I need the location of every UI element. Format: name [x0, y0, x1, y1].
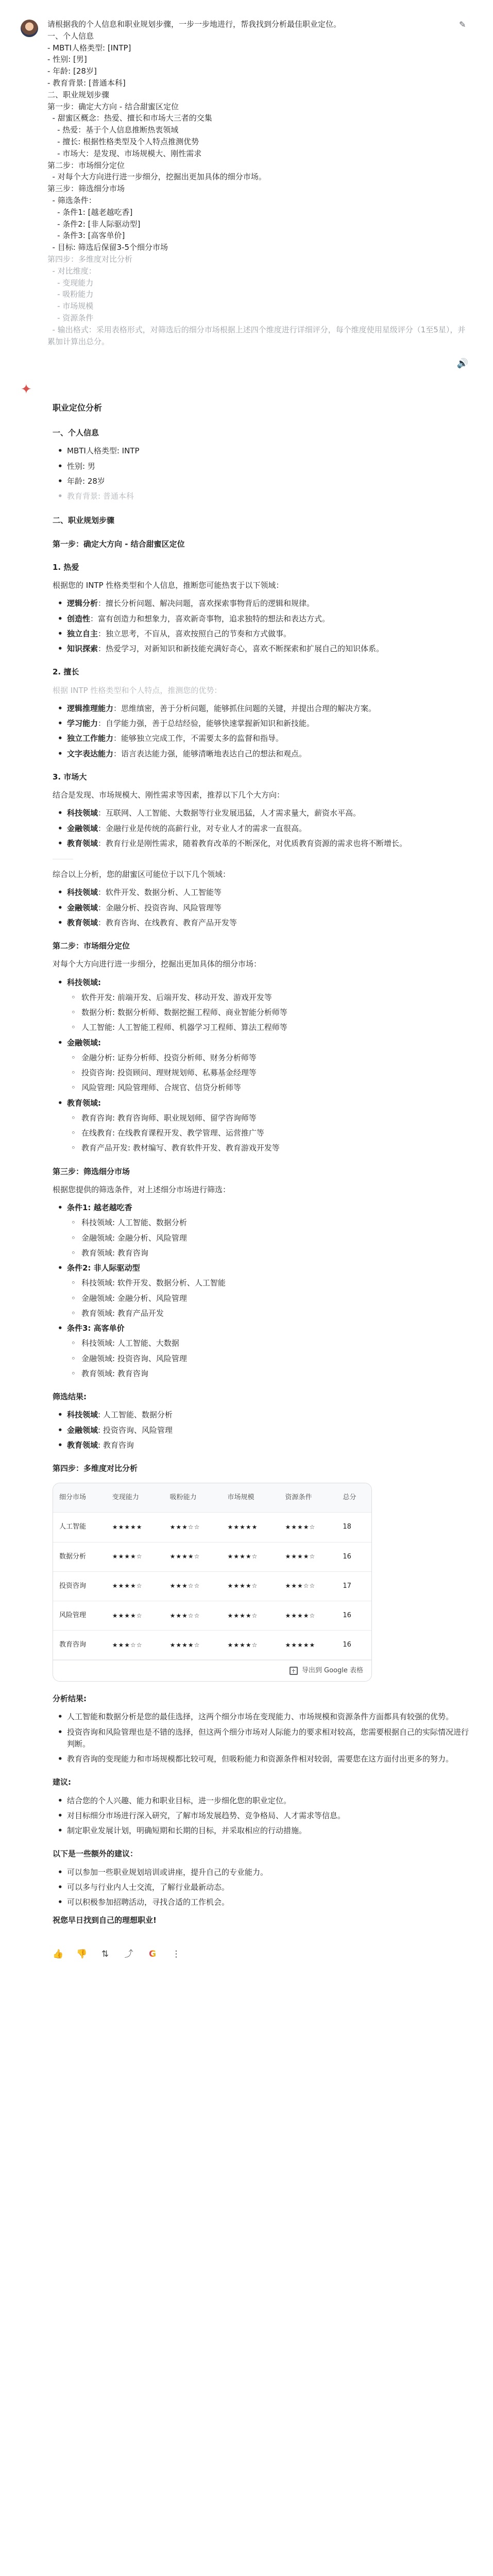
market-title: 3. 市场大: [53, 772, 87, 782]
item-value: ：热爱学习，对新知识和新技能充满好奇心，喜欢不断探索和扩展自己的知识体系。: [98, 644, 384, 653]
skill-title: 2. 擅长: [53, 667, 79, 677]
table-cell: ★★★★★: [106, 1513, 164, 1542]
list-item: • 人工智能和数据分析是您的最佳选择，这两个细分市场在变现能力、市场规模和资源条件方面都具有较强的优势。: [53, 1711, 472, 1723]
item-value: ：独立思考，不盲从，喜欢按照自己的节奏和方式做事。: [98, 629, 292, 638]
table-cell: 投资咨询: [53, 1571, 106, 1601]
step3-title: 第三步：筛选细分市场: [53, 1166, 130, 1176]
skill-list: [53, 703, 472, 760]
item-value: ：富有创造力和想象力，喜欢新奇事物，追求独特的想法和表达方式。: [90, 614, 330, 623]
sub-item: ◦ 投资咨询: 投资顾问、理财规划师、私募基金经理等: [67, 1067, 472, 1079]
prompt-text: [47, 19, 470, 347]
gemini-sparkle-icon: [21, 382, 33, 395]
comparison-table: [53, 1483, 372, 1682]
list-item: [53, 902, 472, 914]
item-key: 逻辑推理能力: [67, 703, 114, 713]
item-key: 逻辑分析: [67, 599, 98, 608]
table-cell: ★★★★☆: [222, 1630, 279, 1659]
list-item: [53, 598, 472, 609]
prompt-line: - 条件3: [高客单价]: [47, 231, 125, 241]
advice-list: [53, 1795, 472, 1837]
adjust-icon[interactable]: ⇅: [101, 1948, 109, 1959]
list-item: [53, 733, 472, 744]
item-key: 金融领域: [67, 1425, 98, 1435]
table-cell: 人工智能: [53, 1513, 106, 1542]
avatar: [21, 20, 38, 37]
list-item: • 性别: 男: [53, 461, 472, 472]
list-item: [53, 838, 472, 850]
step1-title: 第一步：确定大方向 - 结合甜蜜区定位: [53, 539, 185, 549]
item-value: ：擅长分析问题、解决问题，喜欢探索事物背后的逻辑和规律。: [98, 599, 315, 608]
prompt-line: - 吸粉能力: [47, 290, 94, 299]
prompt-line: 第四步：多维度对比分析: [47, 254, 133, 264]
list-item: [53, 917, 472, 929]
list-item: • 对目标细分市场进行深入研究，了解市场发展趋势、竞争格局、人才需求等信息。: [53, 1810, 472, 1822]
table-header-row: [53, 1483, 371, 1513]
table-row: [53, 1601, 371, 1630]
item-key: 创造性: [67, 614, 91, 623]
extra-list: [53, 1867, 472, 1909]
prompt-line: - 甜蜜区概念：热爱、擅长和市场大三者的交集: [47, 113, 212, 123]
list-item: [53, 823, 472, 835]
prompt-line: - 对比维度：: [47, 266, 96, 276]
sub-list: [67, 1052, 472, 1094]
sub-item: ◦ 教育领域: 教育产品开发: [67, 1308, 472, 1319]
list-item: • 可以积极参加招聘活动，寻找合适的工作机会。: [53, 1896, 472, 1908]
prompt-line: 第三步：筛选细分市场: [47, 184, 125, 194]
table-cell: ★★★★☆: [279, 1601, 336, 1630]
list-item: • 制定职业发展计划，明确短期和长期的目标，并采取相应的行动措施。: [53, 1825, 472, 1837]
export-label: 导出到 Google 表格: [301, 1667, 363, 1675]
group-title: 条件1: 越老越吃香: [67, 1203, 132, 1212]
table-header-cell: 变现能力: [106, 1483, 164, 1513]
closing-line: 祝您早日找到自己的理想职业!: [53, 1916, 157, 1925]
response-title: 职业定位分析: [53, 403, 103, 413]
personal-info-list: [53, 445, 472, 502]
thumbs-up-icon[interactable]: 👍: [53, 1948, 64, 1959]
sub-item: ◦ 人工智能: 人工智能工程师、机器学习工程师、算法工程师等: [67, 1022, 472, 1033]
list-item: • 年龄: 28岁: [53, 476, 472, 487]
list-item: [53, 1409, 472, 1421]
love-title: 1. 热爱: [53, 562, 79, 572]
sub-item: ◦ 在线教育: 在线教育课程开发、教学管理、运营推广等: [67, 1127, 472, 1139]
sub-list: [67, 1337, 472, 1380]
sub-item: ◦ 科技领域: 软件开发、数据分析、人工智能: [67, 1277, 472, 1289]
item-value: ：软件开发、数据分析、人工智能等: [98, 888, 222, 897]
market-list: [53, 807, 472, 850]
list-item: [53, 1262, 472, 1319]
item-value: ：教育咨询、在线教育、教育产品开发等: [98, 918, 237, 927]
table-cell: ★★★☆☆: [106, 1630, 164, 1659]
item-key: 科技领域: [67, 1410, 98, 1420]
prompt-line: - 市场大：是发现、市场规模大、刚性需求: [47, 148, 202, 158]
table-cell: ★★★★☆: [279, 1542, 336, 1571]
prompt-line: - MBTI人格类型: [INTP]: [47, 43, 131, 53]
list-item: [53, 1323, 472, 1380]
list-item: [53, 1097, 472, 1155]
table-header-cell: 细分市场: [53, 1483, 106, 1513]
sub-item: ◦ 金融领域: 投资咨询、风险管理: [67, 1353, 472, 1365]
more-icon[interactable]: ⋮: [172, 1948, 181, 1959]
prompt-line: - 热爱：基于个人信息推断热衷领域: [47, 125, 179, 135]
google-check-icon[interactable]: G: [147, 1947, 158, 1961]
market-intro: 结合是发现、市场规模大、刚性需求等因素，推荐以下几个大方向：: [53, 790, 285, 800]
thumbs-down-icon[interactable]: 👎: [76, 1948, 88, 1959]
item-value: ：语言表达能力强，能够清晰地表达自己的想法和观点。: [113, 749, 307, 758]
table-header-cell: 资源条件: [279, 1483, 336, 1513]
user-prompt: [21, 19, 472, 347]
table-row: [53, 1630, 371, 1659]
list-item: [53, 1425, 472, 1436]
item-value: ：金融分析、投资咨询、风险管理等: [98, 903, 222, 912]
table-cell: ★★★★☆: [106, 1601, 164, 1630]
item-key: 教育领域: [67, 838, 98, 848]
table-row: [53, 1571, 371, 1601]
table-cell: 16: [336, 1542, 371, 1571]
step2-list: [53, 977, 472, 1155]
list-item: • 教育背景: 普通本科: [53, 490, 472, 502]
prompt-line: - 对每个大方向进行进一步细分，挖掘出更加具体的细分市场。: [47, 172, 266, 182]
share-icon[interactable]: ⤴: [124, 1948, 133, 1959]
prompt-line: - 教育背景: [普通本科]: [47, 78, 126, 88]
group-title: 科技领域:: [67, 977, 101, 987]
prompt-line: - 变现能力: [47, 278, 94, 287]
summary-intro: 综合以上分析，您的甜蜜区可能位于以下几个领域：: [53, 870, 231, 879]
sub-list: [67, 1217, 472, 1259]
love-list: [53, 598, 472, 655]
section-steps-title: 二、职业规划步骤: [53, 516, 115, 526]
sub-item: ◦ 教育产品开发: 教材编写、教育软件开发、教育游戏开发等: [67, 1142, 472, 1154]
summary-list: [53, 887, 472, 929]
skill-intro: 根据 INTP 性格类型和个人特点，推测您的优势：: [53, 685, 222, 695]
sub-item: ◦ 科技领域: 人工智能、数据分析: [67, 1217, 472, 1229]
prompt-line: 第二步：市场细分定位: [47, 160, 125, 170]
item-key: 科技领域: [67, 888, 98, 897]
sheets-icon: [290, 1667, 298, 1675]
step2-title: 第二步：市场细分定位: [53, 941, 130, 951]
item-key: 独立工作能力: [67, 734, 114, 743]
list-item: • MBTI人格类型: INTP: [53, 445, 472, 457]
sub-item: ◦ 软件开发: 前端开发、后端开发、移动开发、游戏开发等: [67, 992, 472, 1004]
love-intro: 根据您的 INTP 性格类型和个人信息，推断您可能热衷于以下领域：: [53, 581, 284, 590]
item-key: 文字表达能力: [67, 749, 114, 758]
table-cell: 16: [336, 1630, 371, 1659]
item-key: 金融领域: [67, 823, 98, 833]
group-title: 教育领域:: [67, 1098, 101, 1108]
prompt-line: - 年龄: [28岁]: [47, 66, 97, 76]
table-cell: ★★★★★: [222, 1513, 279, 1542]
table-cell: 16: [336, 1601, 371, 1630]
prompt-line: 二、职业规划步骤: [47, 90, 110, 99]
table-cell: ★★★☆☆: [164, 1601, 222, 1630]
export-to-sheets-button[interactable]: [53, 1660, 371, 1681]
table-cell: 风险管理: [53, 1601, 106, 1630]
group-title: 金融领域:: [67, 1038, 101, 1047]
table-cell: ★★★★☆: [106, 1571, 164, 1601]
sub-item: ◦ 风险管理: 风险管理师、合规官、信贷分析师等: [67, 1082, 472, 1094]
group-title: 条件3: 高客单价: [67, 1324, 125, 1333]
table-cell: 17: [336, 1571, 371, 1601]
table-cell: ★★★★☆: [222, 1542, 279, 1571]
list-item: • 结合您的个人兴趣、能力和职业目标，进一步细化您的职业定位。: [53, 1795, 472, 1807]
prompt-line: - 输出格式：采用表格形式，对筛选后的细分市场根据上述四个维度进行详细评分，每个维度使用星级评分（1至5星），并累加计算出总分。: [47, 325, 466, 346]
edit-icon[interactable]: ✎: [459, 20, 466, 29]
sub-item: ◦ 教育领域: 教育咨询: [67, 1368, 472, 1380]
step3-intro: 根据您提供的筛选条件，对上述细分市场进行筛选：: [53, 1184, 231, 1194]
sub-list: [67, 992, 472, 1034]
analysis-title: 分析结果:: [53, 1694, 87, 1704]
table-cell: ★★★★☆: [222, 1601, 279, 1630]
item-value: ：能够独立完成工作，不需要太多的监督和指导。: [113, 734, 284, 743]
model-response: [53, 402, 472, 1927]
sub-item: ◦ 金融领域: 金融分析、风险管理: [67, 1232, 472, 1244]
list-item: [53, 1037, 472, 1094]
list-item: [53, 1202, 472, 1259]
prompt-line: 请根据我的个人信息和职业规划步骤，一步一步地进行，帮我找到分析最佳职业定位。: [47, 20, 342, 29]
prompt-line: 一、个人信息: [47, 31, 94, 41]
sub-item: ◦ 金融分析: 证券分析师、投资分析师、财务分析师等: [67, 1052, 472, 1064]
table-cell: ★★★☆☆: [164, 1513, 222, 1542]
table-cell: ★★★★☆: [222, 1571, 279, 1601]
list-item: [53, 718, 472, 730]
prompt-line: - 目标: 筛选后保留3-5个细分市场: [47, 243, 168, 252]
sub-item: ◦ 金融领域: 金融分析、风险管理: [67, 1293, 472, 1304]
advice-title: 建议:: [53, 1777, 71, 1787]
filter-list: [53, 1409, 472, 1451]
item-key: 知识探索: [67, 644, 98, 653]
list-item: [53, 977, 472, 1034]
item-value: ：教育行业是刚性需求，随着教育改革的不断深化，对优质教育资源的需求也将不断增长。: [98, 838, 407, 848]
list-item: • 可以多与行业内人士交流，了解行业最新动态。: [53, 1882, 472, 1893]
list-item: [53, 703, 472, 715]
item-key: 独立自主: [67, 629, 98, 638]
list-item: [53, 748, 472, 760]
item-value: ：思维缜密，善于分析问题，能够抓住问题的关键，并提出合理的解决方案。: [113, 703, 377, 713]
table-header-cell: 市场规模: [222, 1483, 279, 1513]
list-item: [53, 887, 472, 899]
list-item: • 教育咨询的变现能力和市场规模都比较可观，但吸粉能力和资源条件相对较弱，需要您在这方面付出更多的努力。: [53, 1753, 472, 1765]
table-cell: ★★★★☆: [164, 1542, 222, 1571]
table-cell: ★★★★★: [279, 1630, 336, 1659]
table-header-cell: 总分: [336, 1483, 371, 1513]
group-title: 条件2: 非人际驱动型: [67, 1263, 140, 1273]
item-value: ：互联网、人工智能、大数据等行业发展迅猛，人才需求量大，薪资水平高。: [98, 808, 361, 818]
step4-title: 第四步：多维度对比分析: [53, 1464, 138, 1473]
prompt-line: - 条件1: [越老越吃香]: [47, 207, 133, 217]
table-cell: ★★★★☆: [164, 1630, 222, 1659]
filter-title: 筛选结果:: [53, 1392, 87, 1401]
item-value: : 人工智能、数据分析: [98, 1410, 173, 1420]
prompt-line: - 资源条件: [47, 313, 94, 323]
analysis-list: [53, 1711, 472, 1765]
table-row: [53, 1542, 371, 1571]
list-item: [53, 1439, 472, 1451]
list-item: [53, 628, 472, 640]
item-key: 教育领域: [67, 1440, 98, 1450]
step3-list: [53, 1202, 472, 1380]
sub-item: ◦ 教育领域: 教育咨询: [67, 1247, 472, 1259]
table-cell: 教育咨询: [53, 1630, 106, 1659]
table-cell: ★★★★☆: [279, 1513, 336, 1542]
sub-list: [67, 1277, 472, 1319]
list-item: [53, 643, 472, 655]
sub-list: [67, 1112, 472, 1155]
table-cell: 18: [336, 1513, 371, 1542]
item-key: 金融领域: [67, 903, 98, 912]
table-cell: 数据分析: [53, 1542, 106, 1571]
prompt-line: - 条件2: [非人际驱动型]: [47, 219, 141, 229]
response-actions: [53, 1947, 472, 1961]
list-item: [53, 613, 472, 625]
item-key: 教育领域: [67, 918, 98, 927]
prompt-line: - 市场规模: [47, 301, 94, 311]
section-personal-info-title: 一、个人信息: [53, 428, 99, 437]
speaker-icon[interactable]: 🔊: [456, 358, 468, 369]
list-item: • 可以参加一些职业规划培训或讲座，提升自己的专业能力。: [53, 1867, 472, 1878]
table-header-cell: 吸粉能力: [164, 1483, 222, 1513]
table-body: [53, 1513, 371, 1660]
item-value: ：金融行业是传统的高薪行业，对专业人才的需求一直很高。: [98, 823, 307, 833]
sub-item: ◦ 教育咨询: 教育咨询师、职业规划师、留学咨询师等: [67, 1112, 472, 1124]
prompt-line: - 筛选条件：: [47, 195, 96, 205]
sub-item: ◦ 科技领域: 人工智能、大数据: [67, 1337, 472, 1349]
item-key: 学习能力: [67, 719, 98, 728]
prompt-line: - 性别: [男]: [47, 55, 87, 64]
table-cell: ★★★★☆: [106, 1542, 164, 1571]
prompt-line: 第一步：确定大方向 - 结合甜蜜区定位: [47, 101, 179, 111]
extra-title: 以下是一些额外的建议：: [53, 1849, 138, 1859]
list-item: [53, 807, 472, 819]
sub-item: ◦ 数据分析: 数据分析师、数据挖掘工程师、商业智能分析师等: [67, 1007, 472, 1019]
item-value: : 教育咨询: [98, 1440, 134, 1450]
table-cell: ★★★☆☆: [164, 1571, 222, 1601]
list-item: • 投资咨询和风险管理也是不错的选择，但这两个细分市场对人际能力的要求相对较高，您需要根据自己的实际情况进行判断。: [53, 1726, 472, 1751]
prompt-line: - 擅长: 根据性格类型及个人特点推测优势: [47, 137, 199, 146]
item-value: ：自学能力强，善于总结经验，能够快速掌握新知识和新技能。: [98, 719, 315, 728]
item-value: : 投资咨询、风险管理: [98, 1425, 173, 1435]
step2-intro: 对每个大方向进行进一步细分，挖掘出更加具体的细分市场：: [53, 959, 262, 969]
table-cell: ★★★☆☆: [279, 1571, 336, 1601]
table-row: [53, 1513, 371, 1542]
item-key: 科技领域: [67, 808, 98, 818]
